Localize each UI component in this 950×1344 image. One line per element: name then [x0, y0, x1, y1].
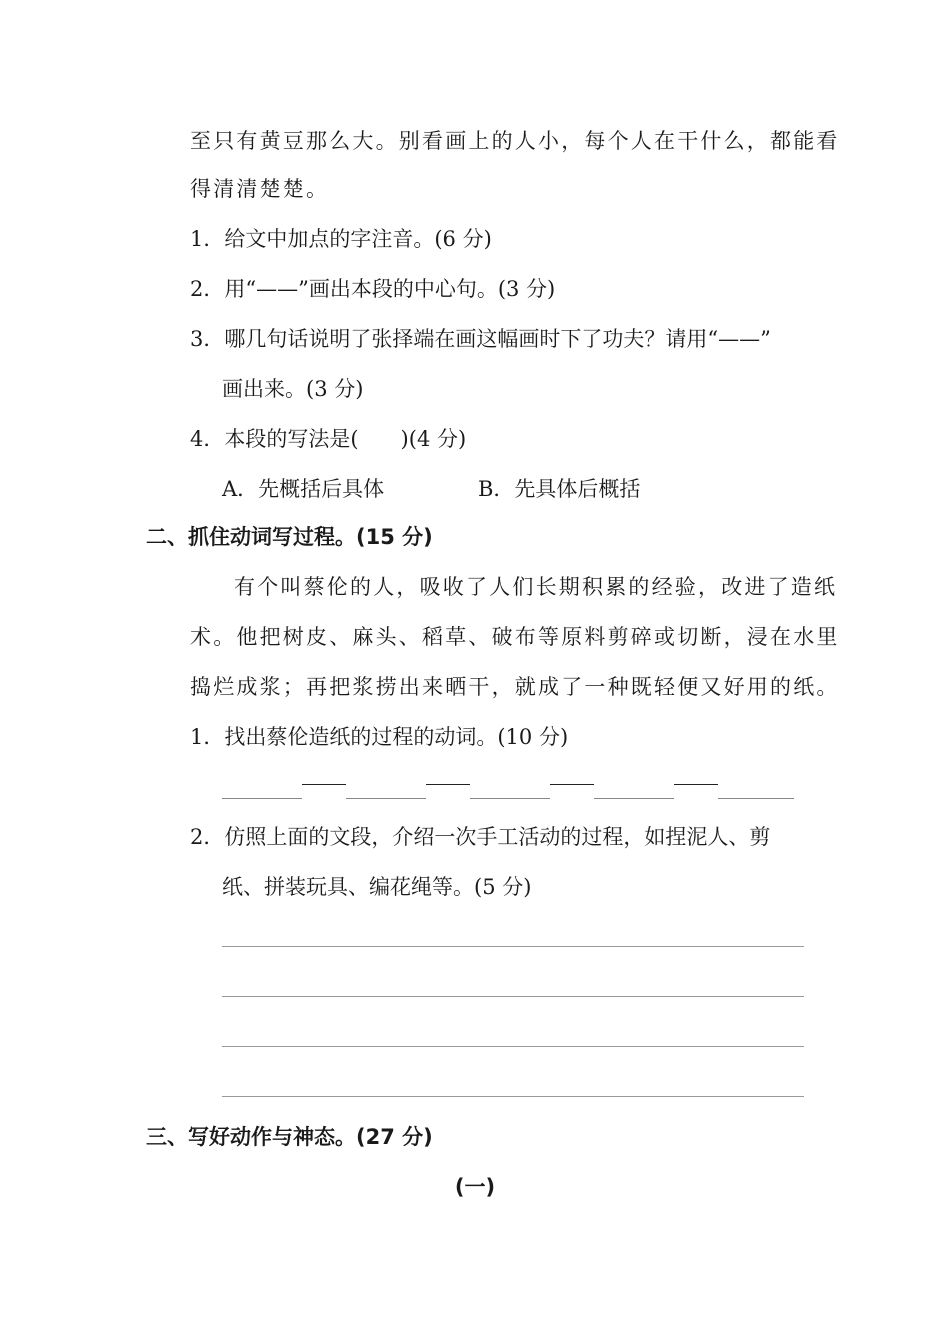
answer-blank[interactable] — [222, 798, 302, 799]
question-2-continued: 纸、拼装玩具、编花绳等。(5 分) — [222, 875, 532, 899]
answer-blank[interactable] — [346, 798, 426, 799]
verb-answer-blanks — [222, 780, 794, 802]
writing-line[interactable] — [222, 946, 804, 947]
writing-line[interactable] — [222, 1046, 804, 1047]
section-heading: 三、写好动作与神态。(27 分) — [146, 1125, 433, 1149]
sub-heading: (一) — [454, 1175, 496, 1199]
passage-line: 至只有黄豆那么大。别看画上的人小，每个人在干什么，都能看 — [190, 129, 840, 153]
passage-line: 得清清楚楚。 — [190, 177, 330, 201]
question-3: 3．哪几句话说明了张择端在画这幅画时下了功夫？请用“——” — [190, 327, 771, 351]
passage-line: 术。他把树皮、麻头、稻草、破布等原料剪碎或切断，浸在水里 — [190, 625, 840, 649]
question-2: 2．用“——”画出本段的中心句。(3 分) — [190, 277, 556, 301]
answer-blank[interactable] — [594, 798, 674, 799]
question-1: 1．给文中加点的字注音。(6 分) — [190, 227, 492, 251]
passage-line: 捣烂成浆；再把浆捞出来晒干，就成了一种既轻便又好用的纸。 — [190, 675, 840, 699]
answer-blank[interactable] — [718, 798, 794, 799]
answer-blank[interactable] — [470, 798, 550, 799]
question-1: 1．找出蔡伦造纸的过程的动词。(10 分) — [190, 725, 569, 749]
writing-line[interactable] — [222, 1096, 804, 1097]
option-b: B．先具体后概括 — [478, 477, 641, 501]
dash-connector — [674, 784, 718, 785]
dash-connector — [550, 784, 594, 785]
dash-connector — [426, 784, 470, 785]
section-heading: 二、抓住动词写过程。(15 分) — [146, 525, 433, 549]
question-4: 4．本段的写法是( )(4 分) — [190, 427, 467, 451]
option-a: A．先概括后具体 — [222, 477, 385, 501]
question-2: 2．仿照上面的文段，介绍一次手工活动的过程，如捏泥人、剪 — [190, 825, 771, 849]
writing-line[interactable] — [222, 996, 804, 997]
question-3-continued: 画出来。(3 分) — [222, 377, 364, 401]
dash-connector — [302, 784, 346, 785]
passage-line: 有个叫蔡伦的人，吸收了人们长期积累的经验，改进了造纸 — [234, 575, 838, 599]
